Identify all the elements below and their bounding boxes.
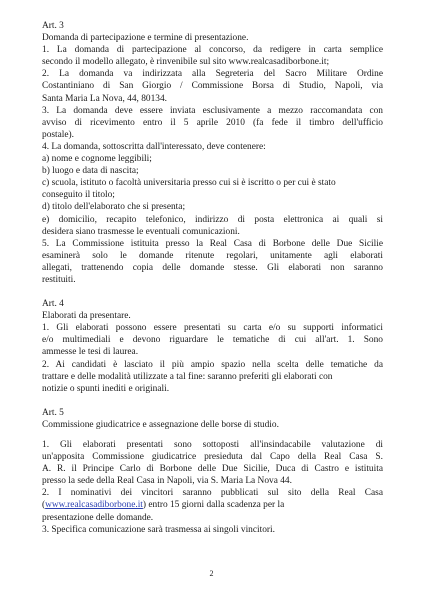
- paren-open: (: [42, 500, 46, 511]
- art5-line: 3. Specifica comunicazione sarà trasmessa ai singoli vincitori.: [42, 524, 275, 535]
- art3-line: Costantiniano di San Giorgio / Commissione Borsa di Studio, Napoli, via: [42, 81, 383, 92]
- art5-heading: Art. 5: [42, 407, 64, 418]
- art5-link-line: [42, 499, 383, 511]
- art3-line: postale).: [42, 129, 75, 140]
- art3-line: conseguito il titolo;: [42, 190, 115, 201]
- art3-line: restituiti.: [42, 274, 76, 285]
- art3-line: 5. La Commissione istituita presso la Real Casa di Borbone delle Due Sicilie: [42, 238, 383, 249]
- link-line-rest: ) entro 15 giorni dalla scadenza per la: [142, 500, 285, 511]
- page-number: 2: [209, 569, 214, 578]
- art5-line: un'apposita Commissione giudicatrice presieduta dal Capo della Real Casa S.: [42, 452, 383, 463]
- art4-line: ammesse le tesi di laurea.: [42, 347, 139, 358]
- art3-line: 3. La domanda deve essere inviata esclusivamente a mezzo raccomandata con: [42, 105, 383, 116]
- art3-line: c) scuola, istituto o facoltà universitaria presso cui si è iscritto o per cui è stato: [42, 178, 336, 189]
- art3-line: allegati, trattenendo copia delle domande stesse. Gli elaborati non saranno: [42, 262, 383, 273]
- art3-heading: Art. 3: [42, 21, 64, 31]
- art3-line: b) luogo e data di nascita;: [42, 166, 139, 177]
- art3-line: 4. La domanda, sottoscritta dall'interessato, deve contenere:: [42, 141, 266, 152]
- art5-section: [42, 407, 383, 536]
- art5-line: 1. Gli elaborati presentati sono sottoposti all'insindacabile valutazione di: [42, 440, 383, 450]
- art5-line: A. R. il Principe Carlo di Borbone delle Due Sicilie, Duca di Castro e istituita: [42, 464, 383, 475]
- art5-line: presentazione delle domande.: [42, 512, 154, 523]
- art5-line: presso la sede della Real Casa in Napoli, via S. Maria La Nova 44.: [42, 476, 292, 487]
- art3-line: e) domicilio, recapito telefonico, indirizzo di posta elettronica ai quali si: [42, 214, 383, 225]
- art3-line: d) titolo dell'elaborato che si presenta;: [42, 202, 186, 213]
- art3-title: Domanda di partecipazione e termine di presentazione.: [42, 33, 249, 44]
- art3-line: Santa Maria La Nova, 44, 80134.: [42, 93, 167, 104]
- art3-section: [42, 20, 383, 286]
- art4-title: Elaborati da presentare.: [42, 311, 131, 322]
- art4-line: e/o multimediali e devono riguardare le tematiche di cui all'art. 1. Sono: [42, 335, 383, 346]
- art4-line: trattare e delle modalità utilizzate a tal fine: saranno preferiti gli elaborati con: [42, 371, 333, 382]
- art4-line: 2. Ai candidati è lasciato il più ampio spazio nella scelta delle tematiche da: [42, 359, 383, 370]
- art5-line: 2. I nominativi dei vincitori saranno pubblicati sul sito della Real Casa: [42, 488, 383, 499]
- art3-line: 2. La domanda va indirizzata alla Segreteria del Sacro Militare Ordine: [42, 69, 383, 80]
- art4-heading: Art. 4: [42, 299, 64, 310]
- art3-line: avviso di ricevimento entro il 5 aprile 2010 (fa fede il timbro dell'ufficio: [42, 117, 383, 128]
- art4-line: notizie o spunti inediti e originali.: [42, 383, 170, 394]
- art3-line: esaminerà solo le domande ritenute regolari, unitamente agli elaborati: [42, 250, 383, 261]
- art4-line: 1. Gli elaborati possono essere presentati su carta e/o su supporti informatici: [42, 323, 383, 334]
- art3-line: a) nome e cognome leggibili;: [42, 154, 152, 165]
- art4-section: [42, 298, 383, 395]
- website-link[interactable]: www.realcasadiborbone.it: [45, 500, 143, 511]
- art3-line: 1. La domanda di partecipazione al concorso, da redigere in carta semplice: [42, 45, 383, 56]
- art5-title: Commissione giudicatrice e assegnazione delle borse di studio.: [42, 419, 279, 430]
- art3-line: secondo il modello allegato, è rinvenibile sul sito www.realcasadiborbone.it;: [42, 57, 330, 68]
- art3-line: desidera siano trasmesse le eventuali comunicazioni.: [42, 226, 240, 237]
